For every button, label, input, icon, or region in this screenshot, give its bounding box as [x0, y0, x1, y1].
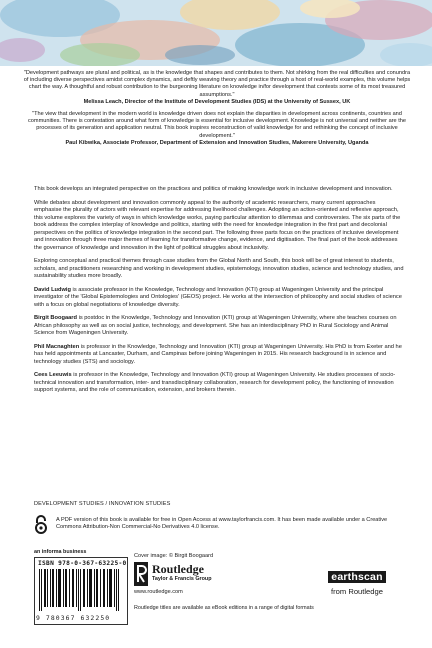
informa-label: an informa business	[34, 549, 87, 555]
author-bio	[34, 287, 404, 310]
author-bio	[34, 344, 404, 367]
author-name: Phil Macnaghten	[34, 343, 80, 350]
open-access-notice	[34, 515, 414, 535]
description-paragraph: Exploring conceptual and practical themes through case studies from the Global North and South, this book will be of great interest to students, scholars, and practitioners researching and working in development studies, epistemology, innovation studies, science and technology studies, and sustainability studies more broadly.	[34, 258, 404, 279]
author-bio	[34, 315, 404, 338]
author-bio-text: is professor in the Knowledge, Technology and Innovation (KTI) group at Wageningen University. His PhD is from Exeter and he has held appointments at Lancaster, Durham, and Campinas before joining Wageningen in 2015. His research background is in science and technology studies (STS) and sociology.	[34, 343, 402, 365]
author-bio-text: is professor in the Knowledge, Technology and Innovation (KTI) group at Wageningen University. He studies processes of socio-technical innovation and transformation, inter- and transdisciplinary collaboration, research for development policy, the functioning of innovation support systems, and the role of communication, extension, and brokers therein.	[34, 372, 396, 393]
cover-art-strip	[0, 0, 432, 66]
endorsements	[22, 70, 412, 152]
routledge-r-icon	[134, 562, 148, 586]
author-name: David Ludwig	[34, 286, 71, 293]
endorsement-quote: "Development pathways are plural and political, as is the knowledge that shapes and contributes to them. Not shirking from the real difficulties and conundra of including diverse perspectives amidst complex dynamics, and deftly weaving theory and practice through a host of real-world examples, this volume helps chart the way. A thoughtful and robust contribution to the burgeoning literature on knowledge in/for development that contests some of its most treasured assumptions."	[23, 70, 411, 98]
description-paragraph: This book develops an integrated perspective on the practices and politics of making knowledge work in inclusive development and innovation.	[34, 186, 393, 192]
earthscan-name: earthscan	[328, 571, 385, 583]
author-bio-text: is associate professor in the Knowledge, Technology and Innovation (KTI) group at Wageningen University and the principal investigator of the 'Global Epistemologies and Ontologies' (GEOS) project. He works at the intersection of philosophy and social studies of science with a focus on global negotiations of knowledge diversity.	[34, 286, 402, 308]
isbn-barcode	[34, 557, 128, 625]
author-name: Cees Leeuwis	[34, 372, 72, 378]
book-description	[34, 186, 404, 401]
cover-painting-image	[0, 0, 432, 66]
subject-category: DEVELOPMENT STUDIES / INNOVATION STUDIES	[34, 501, 171, 507]
endorsement-quote: "The view that development in the modern world is knowledge driven does not explain the disparities in development across continents, countries and communities. There is contestation around what form of knowledge is essential for inclusive development. Knowledge is not universal and neither are the processes of its generation and application neutral. This book inspires reconstruction of valid knowledge for and rethinking the concept of inclusive development."	[28, 111, 406, 139]
endorsement-attribution: Melissa Leach, Director of the Institute of Development Studies (IDS) at the University of Sussex, UK	[83, 98, 351, 105]
isbn-number	[38, 560, 127, 567]
routledge-group: Taylor & Francis Group	[152, 576, 212, 582]
author-name: Birgit Boogaard	[34, 315, 77, 321]
description-paragraph: While debates about development and innovation commonly appeal to the authority of academic researchers, many current approaches emphasise the plurality of actors with relevant expertise for addressing livelihood challenges. Adopting an action-oriented and reflexive approach, this volume explores the variety of ways in which knowledge works, paying particular attention to dilemmas and controversies. The six parts of the book address the complex interplay of knowledge and politics, starting with the need for knowledge integration in the first part and decolonial perspectives on the politics of knowledge integration in the second part. The following three parts focus on the practices of inclusive development and innovation through three major themes of learning for transformative change, evidence, and digitisation. The final part of the book addresses the governance of knowledge and innovation in the light of political struggles about inclusivity.	[34, 199, 401, 251]
cover-image-credit: Cover image: © Birgit Boogaard	[134, 553, 214, 559]
open-access-text: A PDF version of this book is available for free in Open Access at www.taylorfrancis.com. It has been made available under a Creative Commons Attribution-Non Commercial-No Derivatives 4.0 license.	[56, 517, 388, 531]
earthscan-from: from Routledge	[331, 587, 383, 596]
routledge-logo	[134, 562, 224, 592]
isbn-text: ISBN 978-0-367-63225-0	[38, 560, 127, 567]
earthscan-logo	[322, 567, 392, 595]
ean-number: 9 780367 632250	[36, 614, 111, 622]
author-bio-text: is postdoc in the Knowledge, Technology and Innovation (KTI) group at Wageningen University, where she teaches courses on African philosophy as well as on social justice, technology, and development. She has an interdisciplinary PhD in Rural Sociology and Animal Science from Wageningen University.	[34, 315, 397, 336]
routledge-url: www.routledge.com	[134, 589, 183, 595]
ebook-note: Routledge titles are available as eBook editions in a range of digital formats	[134, 605, 314, 611]
routledge-name: Routledge	[152, 562, 204, 576]
author-bio	[34, 372, 404, 395]
endorsement-attribution: Paul Kibwika, Associate Professor, Department of Extension and Innovation Studies, Makerere University, Uganda	[65, 139, 369, 146]
open-access-icon	[34, 515, 48, 534]
barcode-bars	[37, 569, 125, 613]
